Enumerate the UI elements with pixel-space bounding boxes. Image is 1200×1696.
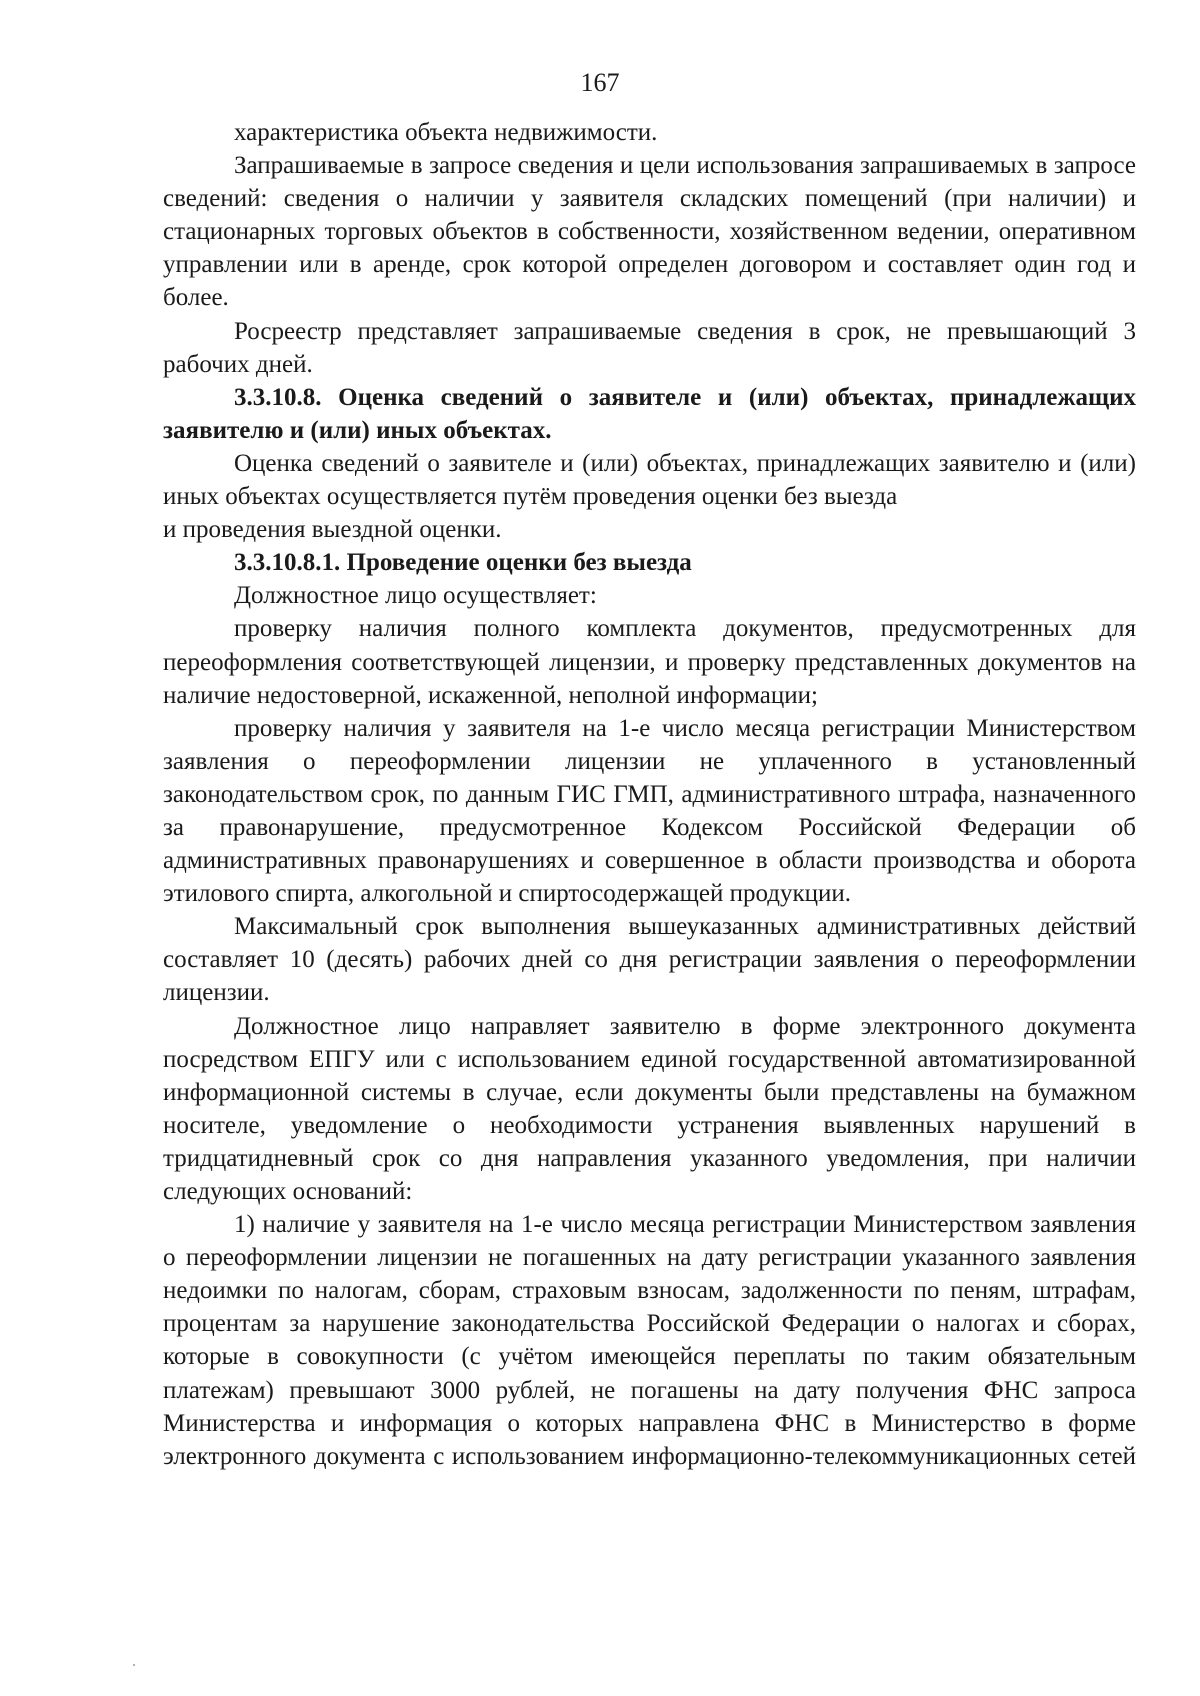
paragraph-requested-info: Запрашиваемые в запросе сведения и цели использования запрашиваемых в запросе сведений: сведения о наличии у заявителя складских помещений (при наличии) и стационарных торговых объектов в собственности, хозяйственном ведении, оперативном управлении или в аренде, срок которой определен договором и составляет один год и более. <box>163 152 1136 312</box>
list-item-1: 1) наличие у заявителя на 1-е число месяца регистрации Министерством заявления о переоформлении лицензии не погашенных на дату регистрации указанного заявления недоимки по налогам, сборам, страховым взносам, задолженности по пеням, штрафам, процентам за нарушение законодательства Российской Федерации о налогах и сборах, которые в совокупности (с учётом имеющейся переплаты по таким обязательным платежам) превышают 3000 рублей, не погашены на дату получения ФНС запроса Министерства и информация о которых направлена ФНС в Министерство в форме электронного документа с использованием информационно-телекоммуникационных сетей <box>163 1211 1136 1470</box>
page-number: 167 <box>580 68 620 97</box>
paragraph-official-performs: Должностное лицо осуществляет: <box>234 582 597 610</box>
section-heading-3-3-10-8: 3.3.10.8. Оценка сведений о заявителе и (или) объектах, принадлежащих заявителю и (или) иных объектах. <box>163 383 1136 444</box>
section-heading-3-3-10-8-1: 3.3.10.8.1. Проведение оценки без выезда <box>234 549 692 577</box>
paragraph-check-fines: проверку наличия у заявителя на 1-е число месяца регистрации Министерством заявления о переоформлении лицензии не уплаченного в установленный законодательством срок, по данным ГИС ГМП, административного штрафа, назначенного за правонарушение, предусмотренное Кодексом Российской Федерации об административных правонарушениях и совершенное в области производства и оборота этилового спирта, алкогольной и спиртосодержащей продукции. <box>163 714 1136 908</box>
paragraph-rosreestr: Росреестр представляет запрашиваемые сведения в срок, не превышающий 3 рабочих дней. <box>163 317 1136 378</box>
paragraph-notification: Должностное лицо направляет заявителю в форме электронного документа посредством ЕПГУ или с использованием единой государственной автоматизированной информационной системы в случае, если документы были представлены на бумажном носителе, уведомление о необходимости устранения выявленных нарушений в тридцатидневный срок со дня направления указанного уведомления, при наличии следующих оснований: <box>163 1012 1136 1205</box>
document-body <box>163 116 1136 1473</box>
paragraph-check-documents: проверку наличия полного комплекта документов, предусмотренных для переоформления соответствующей лицензии, и проверку представленных документов на наличие недостоверной, искаженной, неполной информации; <box>163 615 1136 709</box>
paragraph-max-term: Максимальный срок выполнения вышеуказанных административных действий составляет 10 (десять) рабочих дней со дня регистрации заявления о переоформлении лицензии. <box>163 913 1136 1007</box>
scan-speck <box>133 1664 135 1666</box>
paragraph-assessment: Оценка сведений о заявителе и (или) объектах, принадлежащих заявителю и (или) иных объектах осуществляется путём проведения оценки без выезда <box>163 449 1136 511</box>
paragraph-continuation: характеристика объекта недвижимости. <box>234 119 658 146</box>
paragraph-assessment-continued: и проведения выездной оценки. <box>163 516 502 544</box>
